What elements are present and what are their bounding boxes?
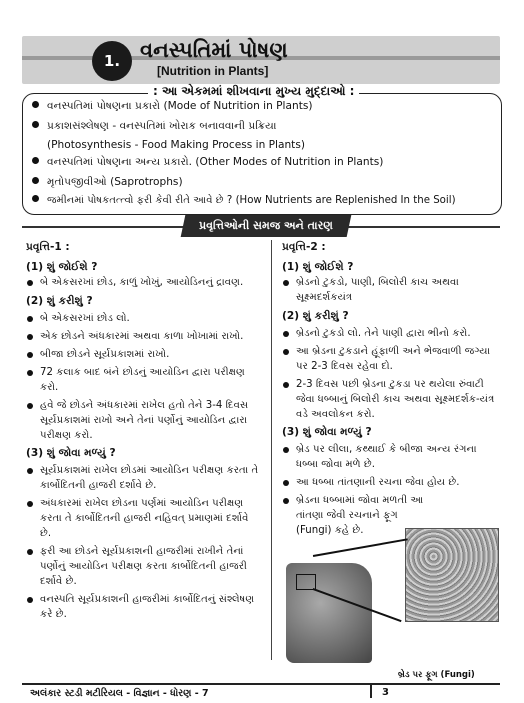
chapter-number-badge: 1. [92,41,132,81]
footer-rule [22,683,500,685]
list-item: બ્રેડના ધબ્બામાં જોવા મળતી આ તાંતણા જેવી રચનાને ફૂગ (Fungi) કહે છે. [282,493,426,538]
bullet-icon [32,101,39,108]
activity-1-title: પ્રવૃત્તિ-1 : [26,241,70,253]
list-item: 72 કલાક બાદ બંને છોડનું આયોડિન દ્વારા પરીક્ષણ કરો. [26,365,262,395]
learning-points-heading: : આ એકમમાં શીખવાના મુખ્ય મુદ્દાઓ : [148,84,359,99]
chapter-subtitle: [Nutrition in Plants] [157,64,269,78]
learning-item: (Photosynthesis - Food Making Process in Plants) [47,139,305,151]
learning-item: પ્રકાશસંશ્લેષણ - વનસ્પતિમાં ખોરાક બનાવવાની પ્રક્રિયા [32,119,276,133]
list-item: બે એકસરખાં છોડ લો. [26,311,262,326]
learning-item: વનસ્પતિમાં પોષણના પ્રકારો (Mode of Nutrition in Plants) [32,99,313,113]
activity-1-q3: (3) શું જોવા મળ્યું ? [26,447,116,459]
activity-1-q1: (1) શું જોઈશે ? [26,261,98,273]
activity-1-column [26,240,262,622]
list-item: બ્રેડનો ટુકડો, પાણી, બિલોરી કાચ અથવા સૂક્ષ્મદર્શકયંત્ર [282,275,498,305]
fungi-magnified-photo [405,528,499,622]
bullet-icon [32,177,39,184]
magnify-line [313,538,408,556]
list-item: આ બ્રેડના ટુકડાને હૂંફાળી અને ભેજવાળી જગ્યા પર 2-3 દિવસ રહેવા દો. [282,344,498,374]
list-item: આ ધબ્બા તાંતણાની રચના જેવા હોય છે. [282,475,498,490]
footer-separator [370,684,372,698]
activity-2-column [282,240,498,538]
column-divider [271,240,272,660]
learning-item: મૃતોપજીવીઓ (Saprotrophs) [32,175,183,189]
learning-item: વનસ્પતિમાં પોષણના અન્ય પ્રકારો. (Other Modes of Nutrition in Plants) [32,155,383,169]
activity-2-q3: (3) શું જોવા મળ્યું ? [282,426,372,438]
bullet-icon [32,195,39,202]
list-item: બ્રેડનો ટુકડો લો. તેને પાણી દ્વારા ભીનો કરો. [282,326,498,341]
learning-item: જમીનમાં પોષકતત્ત્વો ફરી કેવી રીતે આવે છે ? (How Nutrients are Replenished In the Soil) [32,194,456,208]
list-item: બ્રેડ પર લીલા, કથ્થાઈ કે બીજા અન્ય રંગના ધબ્બા જોવા મળે છે. [282,442,498,472]
list-item: બીજા છોડને સૂર્યપ્રકાશમાં રાખો. [26,347,262,362]
activity-1-q2: (2) શું કરીશું ? [26,295,93,307]
list-item: એક છોડને અંધકારમાં અથવા કાળા ખોખામાં રાખો. [26,329,262,344]
list-item: વનસ્પતિ સૂર્યપ્રકાશની હાજરીમાં કાર્બોદિતનું સંશ્લેષણ કરે છે. [26,592,262,622]
activity-2-q1: (1) શું જોઈશે ? [282,261,354,273]
list-item: અંધકારમાં રાખેલ છોડના પર્ણમાં આયોડિન પરીક્ષણ કરતા તે કાર્બોદિતની હાજરી નહિવત્ પ્રમાણમાં દર્શાવે છે. [26,496,262,541]
bullet-icon [32,121,39,128]
list-item: બે એકસરખાં છોડ, કાળું ખોખું, આયોડિનનું દ્રાવણ. [26,275,262,290]
activity-2-q2: (2) શું કરીશું ? [282,310,349,322]
list-item: સૂર્યપ્રકાશમાં રાખેલ છોડમાં આયોડિન પરીક્ષણ કરતા તે કાર્બોદિતની હાજરી દર્શાવે છે. [26,463,262,493]
list-item: ફરી આ છોડને સૂર્યપ્રકાશની હાજરીમાં રાખીને તેનાં પર્ણોનું આયોડિન પરીક્ષણ કરતા કાર્બોદિતની હાજરી દર્શાવે છે. [26,544,262,589]
footer-text: અલંકાર સ્ટડી મટીરિયલ - વિજ્ઞાન - ધોરણ - 7 [30,688,209,699]
list-item: હવે જે છોડને અંધકારમાં રાખેલ હતો તેને 3-4 દિવસ સૂર્યપ્રકાશમાં રાખો અને તેનાં પર્ણોનું આયોડિન દ્વારા પરીક્ષણ કરો. [26,398,262,443]
page-number: 3 [382,687,389,698]
image-caption: બ્રેડ પર ફૂગ (Fungi) [398,670,475,680]
section-banner: પ્રવૃત્તિઓની સમજ અને તારણ [181,215,352,237]
chapter-title: વનસ્પતિમાં પોષણ [140,38,288,62]
bullet-icon [32,157,39,164]
list-item: 2-3 દિવસ પછી બ્રેડના ટુકડા પર થયેલા રુંવાટી જેવા ધબ્બાનું બિલોરી કાચ અથવા સૂક્ષ્મદર્શક-યંત્ર વડે અવલોકન કરો. [282,377,498,422]
activity-2-title: પ્રવૃત્તિ-2 : [282,241,326,253]
